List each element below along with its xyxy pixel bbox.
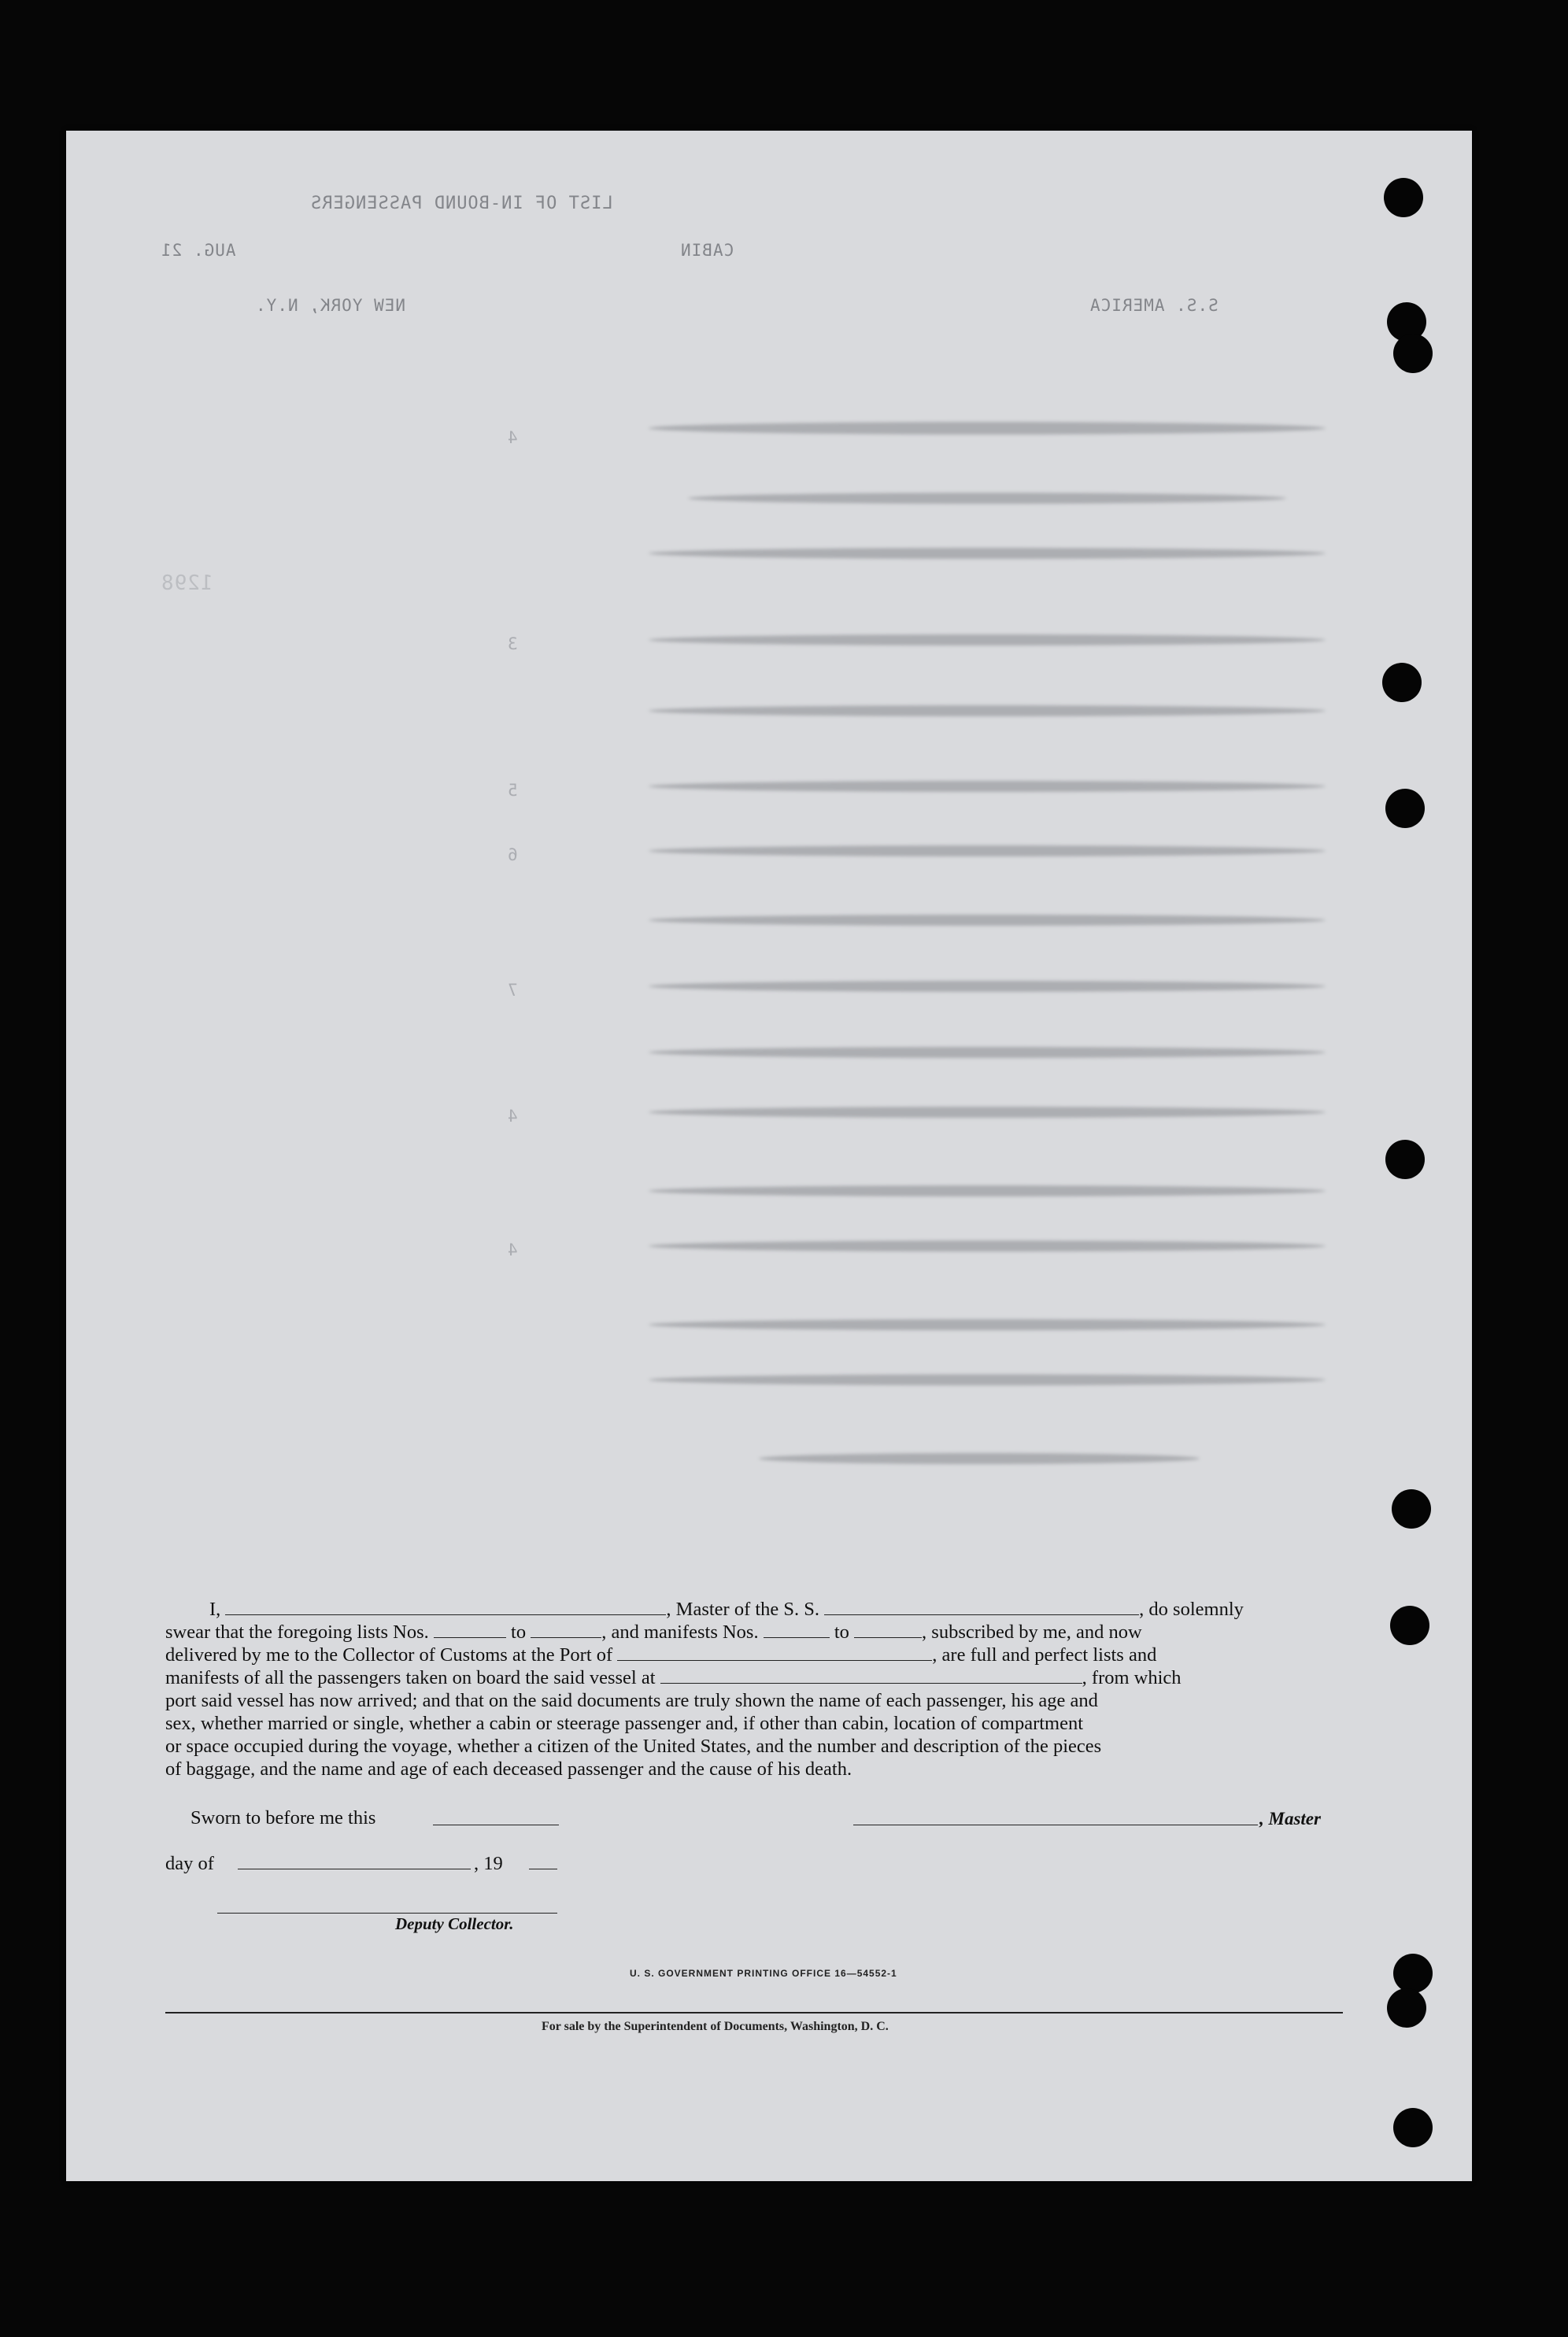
bleed-header-port: NEW YORK, N.Y. [255,296,406,315]
punch-hole [1392,1489,1431,1529]
bleed-text-smudge [649,1319,1326,1330]
bleed-text-smudge [649,634,1326,645]
master-signature-line [853,1810,1258,1825]
punch-hole [1393,2108,1433,2147]
bleed-text-smudge [649,1047,1326,1058]
bleed-text-smudge [649,548,1326,559]
footer-rule [165,2012,1343,2013]
bleed-text-smudge [649,845,1326,856]
bleed-text-smudge [649,422,1326,434]
punch-hole [1393,1954,1433,1993]
deputy-collector-label: Deputy Collector. [395,1914,514,1933]
day-of-label: day of [165,1853,214,1874]
bleed-text-smudge [649,1374,1326,1385]
departure-port-blank [660,1669,1082,1684]
oath-line: port said vessel has now arrived; and that on the said documents are truly shown the name of each passenger, his age and [165,1690,1098,1711]
master-label: , Master [1259,1809,1321,1829]
bleed-row-number: 5 [507,781,518,800]
punch-hole [1387,1988,1426,2028]
masters-oath [165,1598,1343,1780]
bleed-text-smudge [649,705,1326,716]
for-sale-notice: For sale by the Superintendent of Documents, Washington, D. C. [542,2020,889,2033]
oath-line: manifests of all the passengers taken on board the said vessel at , from which [165,1667,1182,1688]
bleed-text-smudge [649,1107,1326,1118]
bleed-text-smudge [649,981,1326,992]
bleed-row-number: 4 [507,1241,518,1259]
bleed-header-date: AUG. 21 [161,241,236,260]
oath-line: sex, whether married or single, whether a cabin or steerage passenger and, if other than cabin, location of compartment [165,1713,1084,1734]
sworn-date-blank [433,1810,559,1825]
bleed-header-title: LIST OF IN-BOUND PASSENGERS [310,194,613,213]
bleed-text-smudge [649,1185,1326,1196]
bleed-text-smudge [688,493,1286,504]
bleed-margin-number: 1298 [161,571,213,595]
bleed-text-smudge [649,915,1326,926]
oath-line: of baggage, and the name and age of each deceased passenger and the cause of his death. [165,1758,852,1780]
punch-hole [1393,334,1433,373]
sworn-label: Sworn to before me this [190,1807,376,1829]
deputy-signature-line [217,1899,557,1914]
year-blank [529,1854,557,1869]
bleed-header-cabin: CABIN [680,241,734,260]
oath-line: I, , Master of the S. S. , do solemnly [209,1599,1244,1620]
oath-line: swear that the foregoing lists Nos. to , and manifests Nos. to , subscribed by me, and now [165,1621,1142,1643]
punch-hole [1390,1606,1429,1645]
manifest-to-blank [854,1623,922,1638]
punch-hole [1382,663,1422,702]
bleed-row-number: 4 [507,1107,518,1126]
manifest-from-blank [764,1623,830,1638]
bleed-text-smudge [649,781,1326,792]
port-blank [617,1646,932,1661]
bleed-header-ship: S.S. AMERICA [1089,296,1219,315]
printing-office-imprint: U. S. GOVERNMENT PRINTING OFFICE 16—54552-1 [630,1968,897,1979]
punch-hole [1385,1140,1425,1179]
bleed-row-number: 4 [507,428,518,447]
bleed-row-number: 6 [507,845,518,864]
punch-hole [1385,789,1425,828]
manifest-page [66,131,1472,2181]
oath-line: or space occupied during the voyage, whether a citizen of the United States, and the number and description of the pieces [165,1736,1102,1757]
bleed-row-number: 3 [507,634,518,653]
year-label: , 19 [474,1853,503,1874]
list-to-blank [531,1623,601,1638]
vessel-name-blank [824,1600,1139,1615]
punch-hole [1384,178,1423,217]
day-of-blank [238,1854,471,1869]
bleed-text-smudge [649,1241,1326,1252]
master-name-blank [225,1600,666,1615]
bleed-text-smudge [759,1453,1200,1464]
bleed-row-number: 7 [507,981,518,1000]
list-from-blank [434,1623,506,1638]
oath-line: delivered by me to the Collector of Customs at the Port of , are full and perfect lists and [165,1644,1157,1666]
